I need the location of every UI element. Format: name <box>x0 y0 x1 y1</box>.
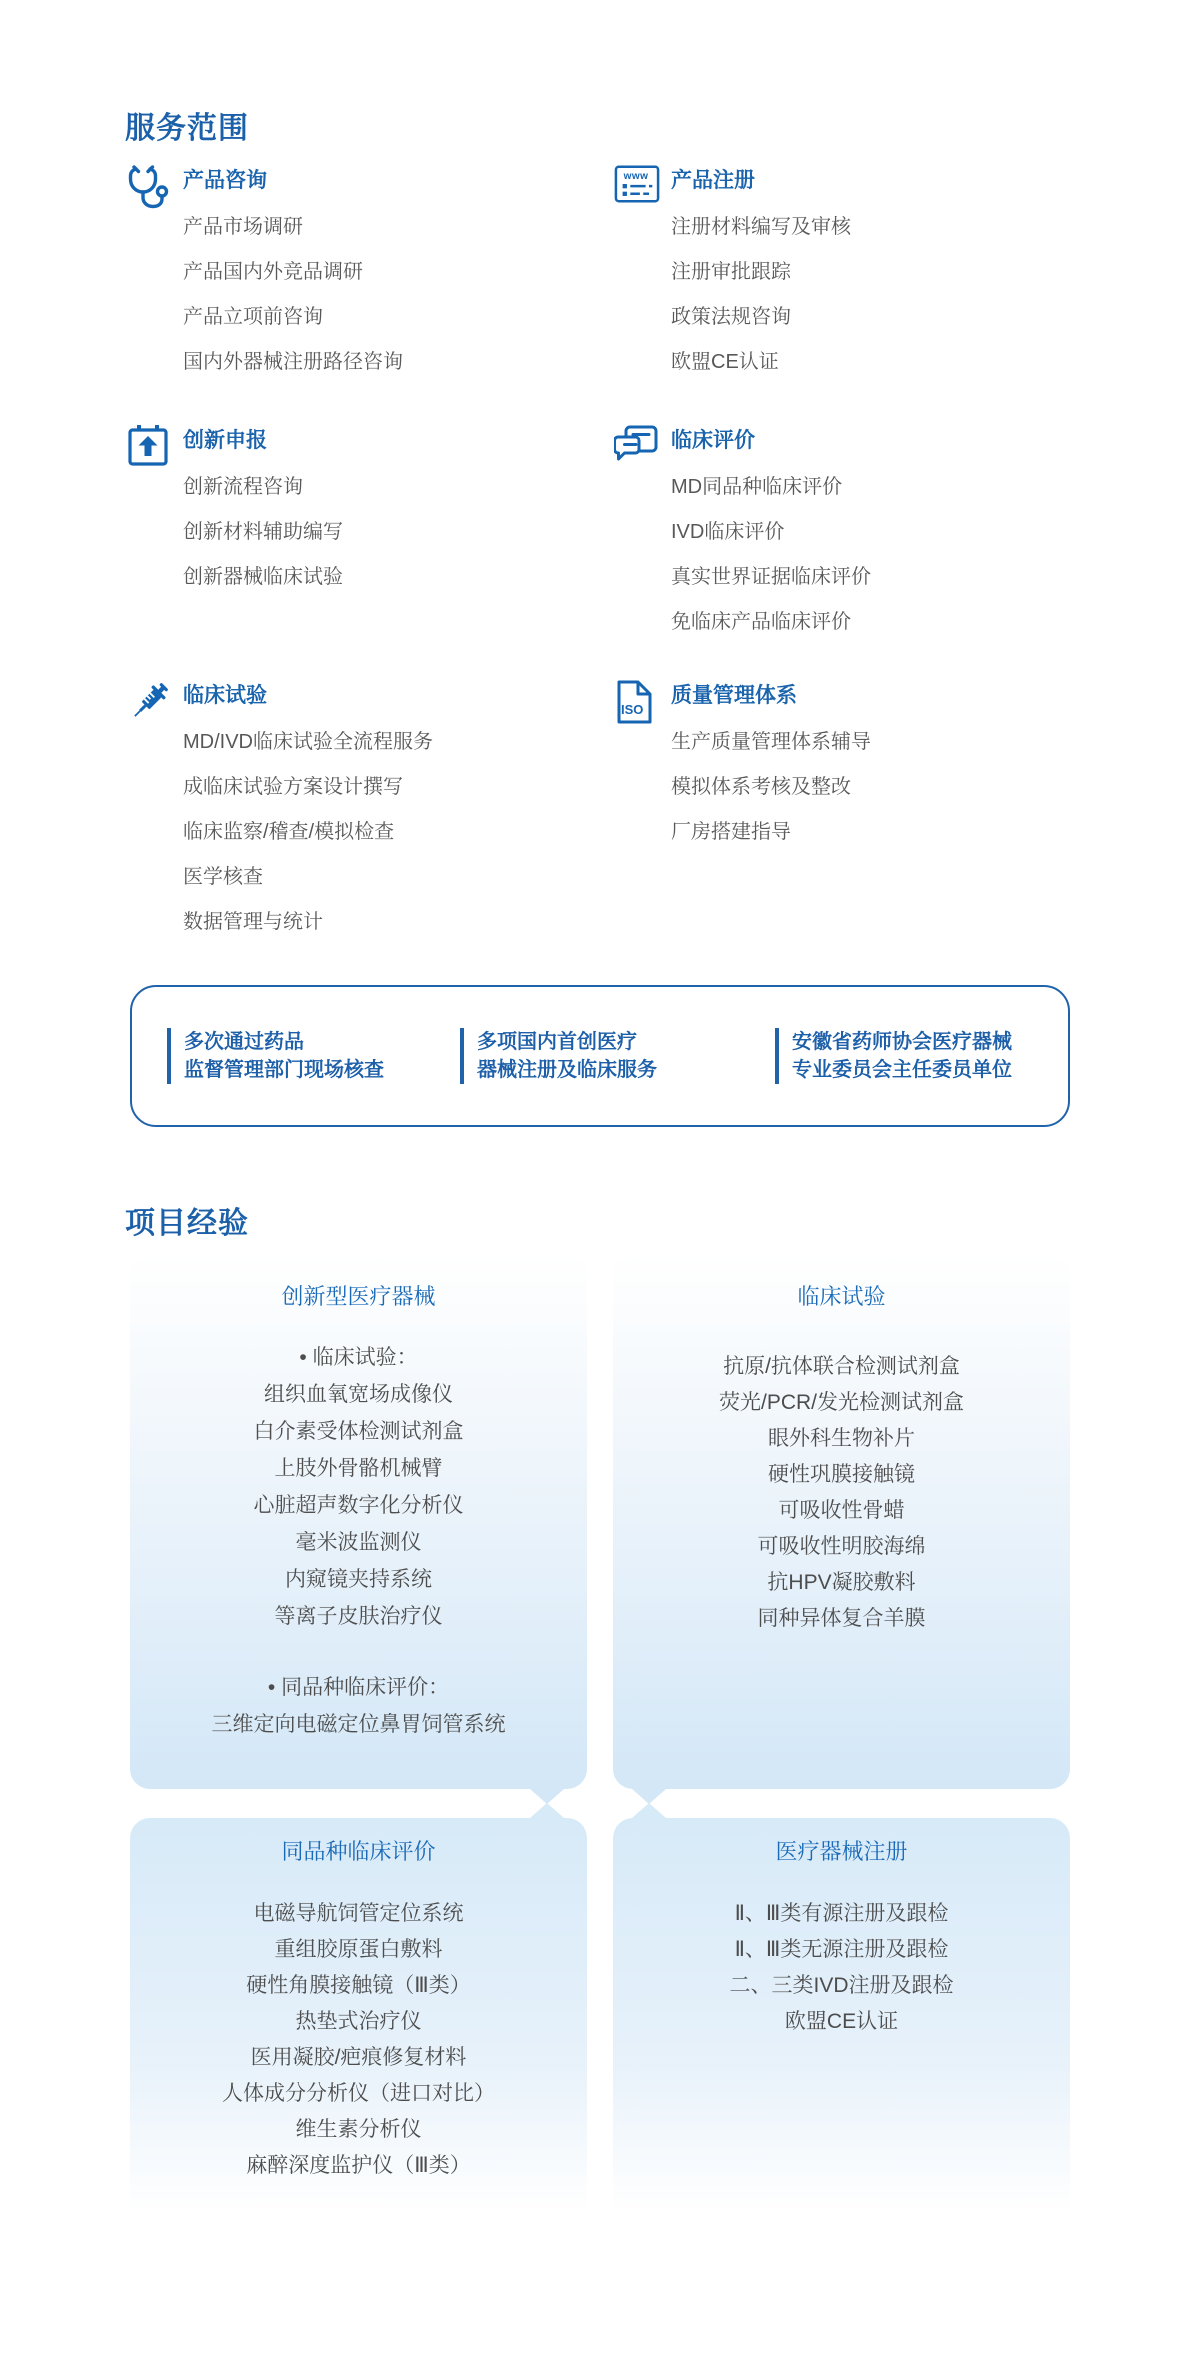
panel-item: 可吸收性骨蜡 <box>778 1499 905 1522</box>
service-item: 成临床试验方案设计撰写 <box>183 776 403 798</box>
service-group-product-registration <box>614 163 971 394</box>
panel-item-list <box>613 1349 1070 1637</box>
service-item: 政策法规咨询 <box>671 306 791 328</box>
panel-item: 白介素受体检测试剂盒 <box>253 1420 464 1443</box>
service-item: 模拟体系考核及整改 <box>671 776 851 798</box>
panel-item: 二、三类IVD注册及跟检 <box>729 1974 954 1997</box>
service-group-innovation-filing <box>126 423 483 609</box>
panel-item: 同种异体复合羊膜 <box>757 1607 926 1630</box>
panel-title: 临床试验 <box>797 1284 886 1309</box>
highlight-line: 监督管理部门现场核查 <box>184 1059 384 1081</box>
service-item-list <box>671 474 971 635</box>
panel-equivalent-evaluation <box>130 1818 587 2338</box>
panel-subgroup-label: • 同品种临床评价： <box>267 1676 450 1699</box>
panel-item: 三维定向电磁定位鼻胃饲管系统 <box>211 1713 506 1736</box>
panel-title: 医疗器械注册 <box>775 1839 908 1864</box>
service-item: 欧盟CE认证 <box>671 351 779 373</box>
panel-item: 抗HPV凝胶敷料 <box>767 1571 916 1594</box>
panel-item: 热垫式治疗仪 <box>295 2010 422 2033</box>
panel-item: Ⅱ、Ⅲ类有源注册及跟检 <box>734 1902 949 1925</box>
service-group-product-consulting <box>126 163 483 394</box>
junction-arrow-wedge <box>632 1803 666 1818</box>
service-item: 真实世界证据临床评价 <box>671 566 871 588</box>
experience-grid <box>130 1253 1070 2343</box>
panel-item-list <box>130 1896 587 2184</box>
service-item-list <box>671 214 971 375</box>
service-item-list <box>183 729 483 935</box>
panel-item: 电磁导航饲管定位系统 <box>253 1902 464 1925</box>
panel-item: 组织血氧宽场成像仪 <box>264 1383 453 1406</box>
service-item-list <box>183 214 483 375</box>
panel-item: 硬性巩膜接触镜 <box>768 1463 915 1486</box>
service-item-list <box>671 729 971 845</box>
panel-item: 硬性角膜接触镜（Ⅲ类） <box>246 1974 471 1997</box>
service-group-clinical-trials <box>126 678 483 954</box>
highlight-bar <box>775 1028 779 1084</box>
highlight-bar <box>167 1028 171 1084</box>
panel-item: 荧光/PCR/发光检测试剂盒 <box>718 1391 964 1414</box>
panel-title: 同品种临床评价 <box>281 1839 436 1864</box>
panel-innovative-devices <box>130 1253 587 1789</box>
highlight-line: 安徽省药师协会医疗器械 <box>792 1031 1012 1053</box>
service-title: 质量管理体系 <box>671 684 797 707</box>
service-item-list <box>183 474 483 590</box>
service-item: 创新材料辅助编写 <box>183 521 343 543</box>
service-title: 临床试验 <box>183 684 267 707</box>
service-item: 免临床产品临床评价 <box>671 611 851 633</box>
service-title: 创新申报 <box>183 429 267 452</box>
service-item: IVD临床评价 <box>671 521 785 543</box>
panel-item: 欧盟CE认证 <box>784 2010 899 2033</box>
panel-subgroup-label: • 临床试验： <box>299 1346 418 1369</box>
chat-bubbles-icon <box>614 423 660 471</box>
highlight-line: 专业委员会主任委员单位 <box>792 1059 1012 1081</box>
panel-item: 等离子皮肤治疗仪 <box>274 1605 443 1628</box>
highlight-item <box>167 1028 384 1084</box>
panel-item: 麻醉深度监护仪（Ⅲ类） <box>246 2154 471 2177</box>
panel-item: 维生素分析仪 <box>295 2118 422 2141</box>
panel-item: 抗原/抗体联合检测试剂盒 <box>723 1355 960 1378</box>
syringe-icon <box>126 678 172 726</box>
service-title: 临床评价 <box>671 429 755 452</box>
svg-text:ISO: ISO <box>621 702 644 717</box>
highlight-line: 多次通过药品 <box>184 1031 304 1053</box>
panel-item: 上肢外骨骼机械臂 <box>274 1457 443 1480</box>
panel-item-list <box>613 1896 1070 2040</box>
service-item: 创新器械临床试验 <box>183 566 343 588</box>
service-item: 厂房搭建指导 <box>671 821 791 843</box>
experience-section-title: 项目经验 <box>125 1206 249 1240</box>
service-item: 临床监察/稽查/模拟检查 <box>183 821 395 843</box>
innovation-arrow-icon <box>126 423 172 471</box>
panel-item: 重组胶原蛋白敷料 <box>274 1938 443 1961</box>
service-item: MD/IVD临床试验全流程服务 <box>183 731 433 753</box>
panel-subgroup <box>130 1669 587 1743</box>
junction-arrow-wedge <box>632 1789 666 1804</box>
highlight-line: 多项国内首创医疗 <box>477 1031 637 1053</box>
service-item: 数据管理与统计 <box>183 911 323 933</box>
service-item: 生产质量管理体系辅导 <box>671 731 871 753</box>
panel-item: 毫米波监测仪 <box>295 1531 422 1554</box>
highlight-item <box>460 1028 657 1084</box>
service-item: 注册材料编写及审核 <box>671 216 851 238</box>
service-item: 注册审批跟踪 <box>671 261 791 283</box>
service-title: 产品注册 <box>671 169 755 192</box>
service-item: 产品立项前咨询 <box>183 306 323 328</box>
highlight-bar <box>460 1028 464 1084</box>
panel-item: 医用凝胶/疤痕修复材料 <box>250 2046 467 2069</box>
panel-title: 创新型医疗器械 <box>281 1284 436 1309</box>
panel-item: 眼外科生物补片 <box>768 1427 915 1450</box>
service-title: 产品咨询 <box>183 169 267 192</box>
service-item: 国内外器械注册路径咨询 <box>183 351 403 373</box>
junction-arrow-wedge <box>530 1789 564 1804</box>
service-item: 产品国内外竞品调研 <box>183 261 363 283</box>
highlight-line: 器械注册及临床服务 <box>477 1059 657 1081</box>
highlights-box <box>130 985 1070 1127</box>
service-item: MD同品种临床评价 <box>671 476 843 498</box>
panel-item: Ⅱ、Ⅲ类无源注册及跟检 <box>734 1938 949 1961</box>
panel-device-registration <box>613 1818 1070 2338</box>
service-group-quality-system <box>614 678 971 864</box>
iso-document-icon <box>614 678 660 726</box>
highlight-item <box>775 1028 1012 1084</box>
panel-item: 人体成分分析仪（进口对比） <box>222 2082 495 2105</box>
services-section-title: 服务范围 <box>125 111 249 145</box>
panel-item: 心脏超声数字化分析仪 <box>253 1494 464 1517</box>
service-group-clinical-evaluation <box>614 423 971 654</box>
panel-subgroup <box>130 1339 587 1635</box>
registration-form-icon <box>614 163 660 211</box>
service-item: 医学核查 <box>183 866 263 888</box>
stethoscope-icon <box>126 163 172 211</box>
service-item: 产品市场调研 <box>183 216 303 238</box>
svg-text:www: www <box>623 171 649 183</box>
panel-item: 可吸收性明胶海绵 <box>757 1535 926 1558</box>
panel-item: 内窥镜夹持系统 <box>285 1568 432 1591</box>
junction-arrow-wedge <box>530 1803 564 1818</box>
service-item: 创新流程咨询 <box>183 476 303 498</box>
panel-clinical-trials <box>613 1253 1070 1789</box>
